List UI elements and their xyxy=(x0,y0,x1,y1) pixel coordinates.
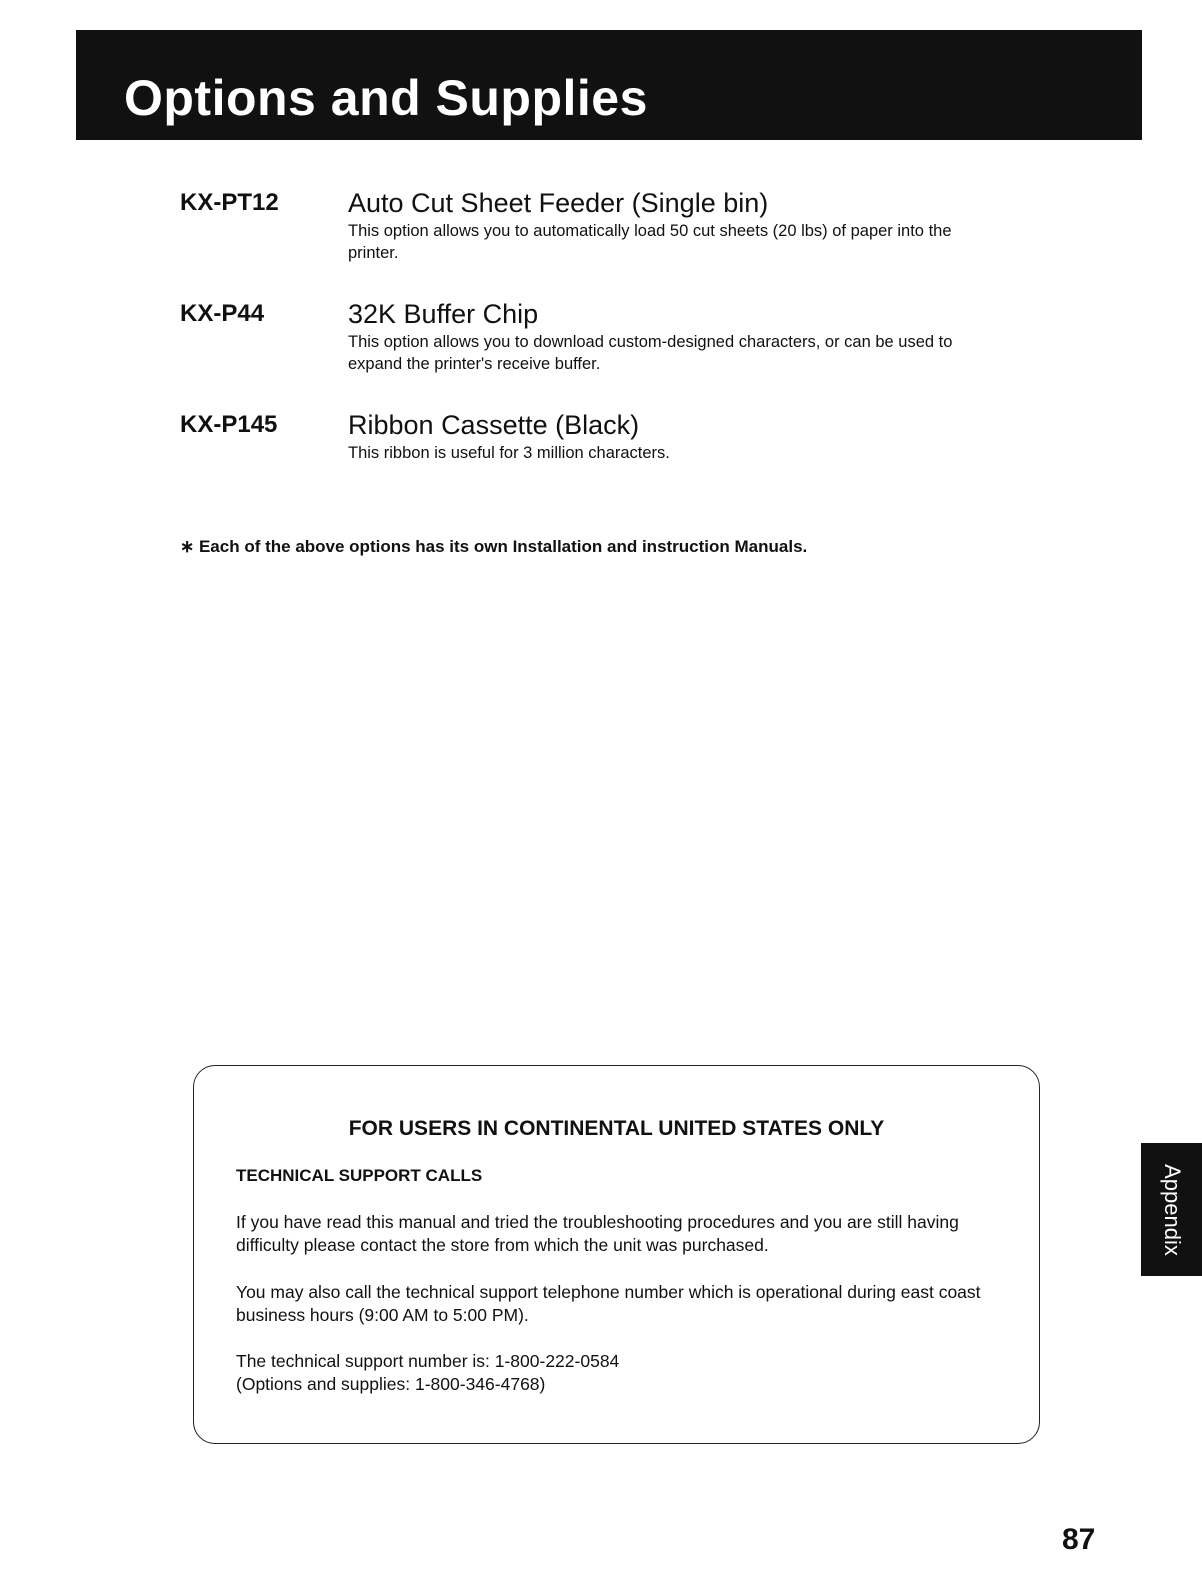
page-number: 87 xyxy=(1062,1523,1096,1556)
support-paragraph-store: If you have read this manual and tried the troubleshooting procedures and you are still having difficulty please contact the store from which the unit was purchased. xyxy=(236,1212,959,1255)
product-name: 32K Buffer Chip xyxy=(348,299,539,329)
support-paragraph-hours: You may also call the technical support telephone number which is operational during east coast business hours (9:00 AM to 5:00 PM). xyxy=(236,1282,981,1325)
support-box-title: FOR USERS IN CONTINENTAL UNITED STATES ONLY xyxy=(348,1117,885,1140)
support-numbers xyxy=(236,1350,1016,1396)
product-name: Ribbon Cassette (Black) xyxy=(348,410,640,440)
appendix-tab xyxy=(1141,1143,1202,1276)
header-bar xyxy=(76,30,1142,140)
product-code: KX-P145 xyxy=(180,411,278,438)
product-code: KX-P44 xyxy=(180,300,265,327)
options-note: ∗ Each of the above options has its own Installation and instruction Manuals. xyxy=(180,537,808,556)
product-code: KX-PT12 xyxy=(180,189,279,216)
page-title: Options and Supplies xyxy=(124,70,648,126)
options-number-line: (Options and supplies: 1-800-346-4768) xyxy=(236,1374,546,1394)
appendix-tab-label: Appendix xyxy=(1159,1163,1185,1256)
product-description: This option allows you to download custom-designed characters, or can be used to expand the printer's receive buffer. xyxy=(348,333,953,373)
support-box-subtitle: TECHNICAL SUPPORT CALLS xyxy=(236,1166,483,1185)
product-description: This option allows you to automatically load 50 cut sheets (20 lbs) of paper into the printer. xyxy=(348,222,952,262)
product-description: This ribbon is useful for 3 million characters. xyxy=(348,444,670,462)
product-name: Auto Cut Sheet Feeder (Single bin) xyxy=(348,188,769,218)
support-box xyxy=(193,1065,1040,1444)
support-number-line: The technical support number is: 1-800-222-0584 xyxy=(236,1351,620,1371)
